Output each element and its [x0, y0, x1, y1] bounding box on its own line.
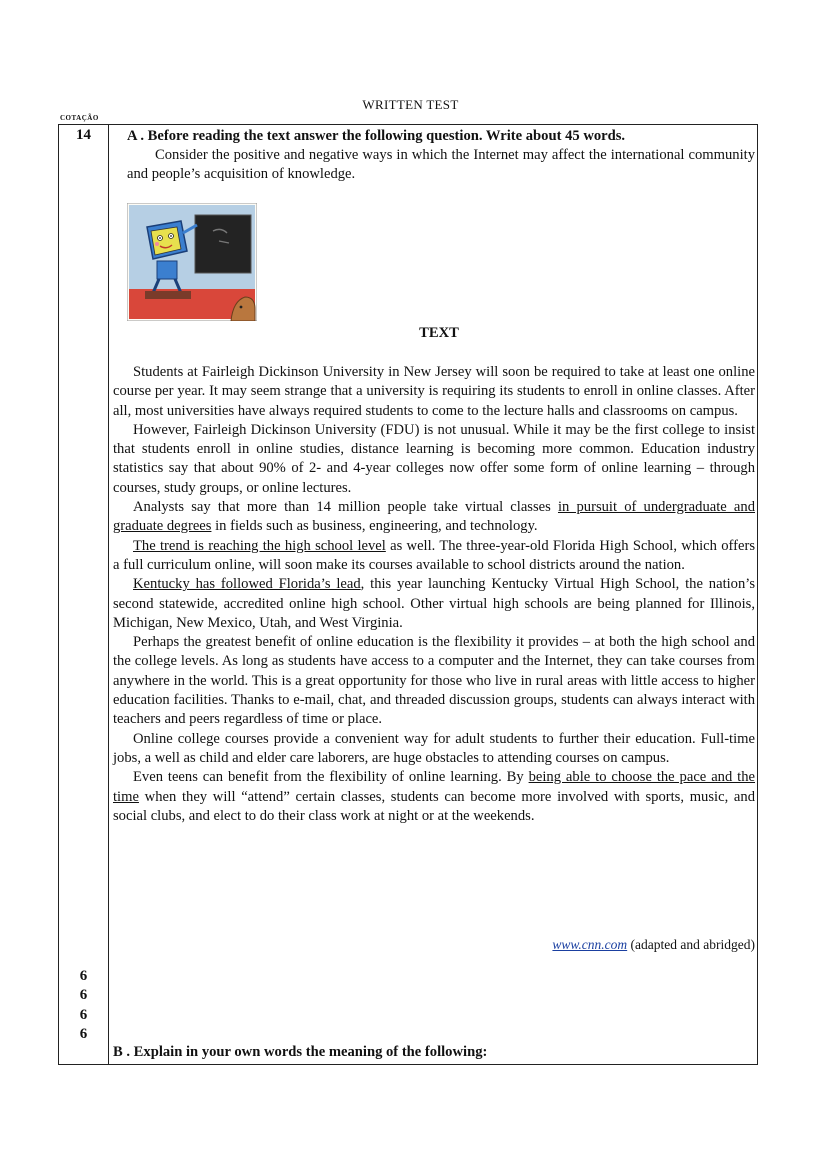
score-b1: 6: [79, 968, 88, 984]
paragraph-1: Students at Fairleigh Dickinson University in New Jersey will soon be required to take at least one online course per year. It may seem strange that a university is requiring its students to enroll in online classes. After all, most universities have always required students to come to the lecture halls and classrooms on campus.: [113, 364, 755, 419]
paragraph-4-end: as well. The three-year-old Florida High School, which offers a full curriculum online, will soon make its courses available to school districts around the nation.: [113, 537, 755, 573]
paragraph-4: [113, 537, 755, 576]
score-b3: 6: [79, 1007, 88, 1023]
source-link[interactable]: www.cnn.com: [552, 937, 628, 952]
underlined-phrase-pursuit: in pursuit of undergraduate and graduate degrees: [113, 499, 755, 535]
paragraph-8-start: Even teens can benefit from the flexibility of online learning. By: [133, 769, 529, 786]
page-title: WRITTEN TEST: [362, 97, 459, 112]
text-heading: TEXT: [419, 325, 459, 341]
underlined-phrase-pace: being able to choose the pace and the time: [113, 769, 755, 805]
paragraph-3-end: in fields such as business, engineering, and technology.: [211, 518, 538, 535]
paragraph-3-start: Analysts say that more than 14 million people take virtual classes: [133, 499, 558, 516]
score-b2: 6: [79, 987, 88, 1003]
source-citation: [552, 935, 755, 954]
paragraph-7: Online college courses provide a convenient way for adult students to further their education. Full-time jobs, a well as child and elder care laborers, are huge obstacles to attending courses on campus.: [113, 730, 755, 766]
reading-text: [113, 363, 755, 826]
section-a-heading: A . Before reading the text answer the following question. Write about 45 words.: [127, 128, 626, 144]
paragraph-5-end: , this year launching Kentucky Virtual High School, the nation’s second statewide, accredited online high school. Other virtual high schools are being planned for Illinois, Michigan, New Mexico, Utah, and West Virginia.: [113, 576, 756, 631]
score-section-a: 14: [76, 127, 91, 143]
paragraph-6: Perhaps the greatest benefit of online education is the flexibility it provides – at both the high school and the college levels. As long as students have access to a computer and the Internet, they can take courses from anywhere in the world. This is a great opportunity for those who live in rural areas with little access to higher education facilities. Thanks to e-mail, chat, and threaded discussion groups, students can always interact with teachers and peers regardless of time or place.: [113, 634, 755, 728]
paragraph-2: However, Fairleigh Dickinson University (FDU) is not unusual. While it may be the first college to insist that students enroll in online studies, distance learning is becoming more common. Education industry statistics say that about 90% of 2- and 4-year colleges now offer some form of online learning – through courses, study groups, or online lectures.: [113, 421, 755, 496]
paragraph-3: [113, 498, 755, 537]
source-note: (adapted and abridged): [627, 937, 755, 952]
content-column: [113, 125, 755, 1064]
paragraph-8: [113, 768, 755, 826]
section-a-question: Consider the positive and negative ways in which the Internet may affect the international community and people’s acquisition of knowledge.: [127, 147, 755, 183]
paragraph-5: [113, 575, 755, 633]
computer-teacher-illustration: [127, 203, 257, 321]
score-column: [59, 125, 109, 1064]
score-b4: 6: [79, 1026, 88, 1042]
underlined-phrase-kentucky: Kentucky has followed Florida’s lead: [133, 576, 361, 593]
score-column-label: COTAÇÃO: [60, 114, 99, 122]
underlined-phrase-trend: The trend is reaching the high school level: [133, 537, 386, 554]
paragraph-8-end: when they will “attend” certain classes, students can become more involved with sports, music, and social clubs, and elect to do their class work at night or at the weekends.: [113, 788, 755, 824]
test-frame: [58, 124, 758, 1065]
section-b-heading: B . Explain in your own words the meaning of the following:: [113, 1044, 488, 1060]
